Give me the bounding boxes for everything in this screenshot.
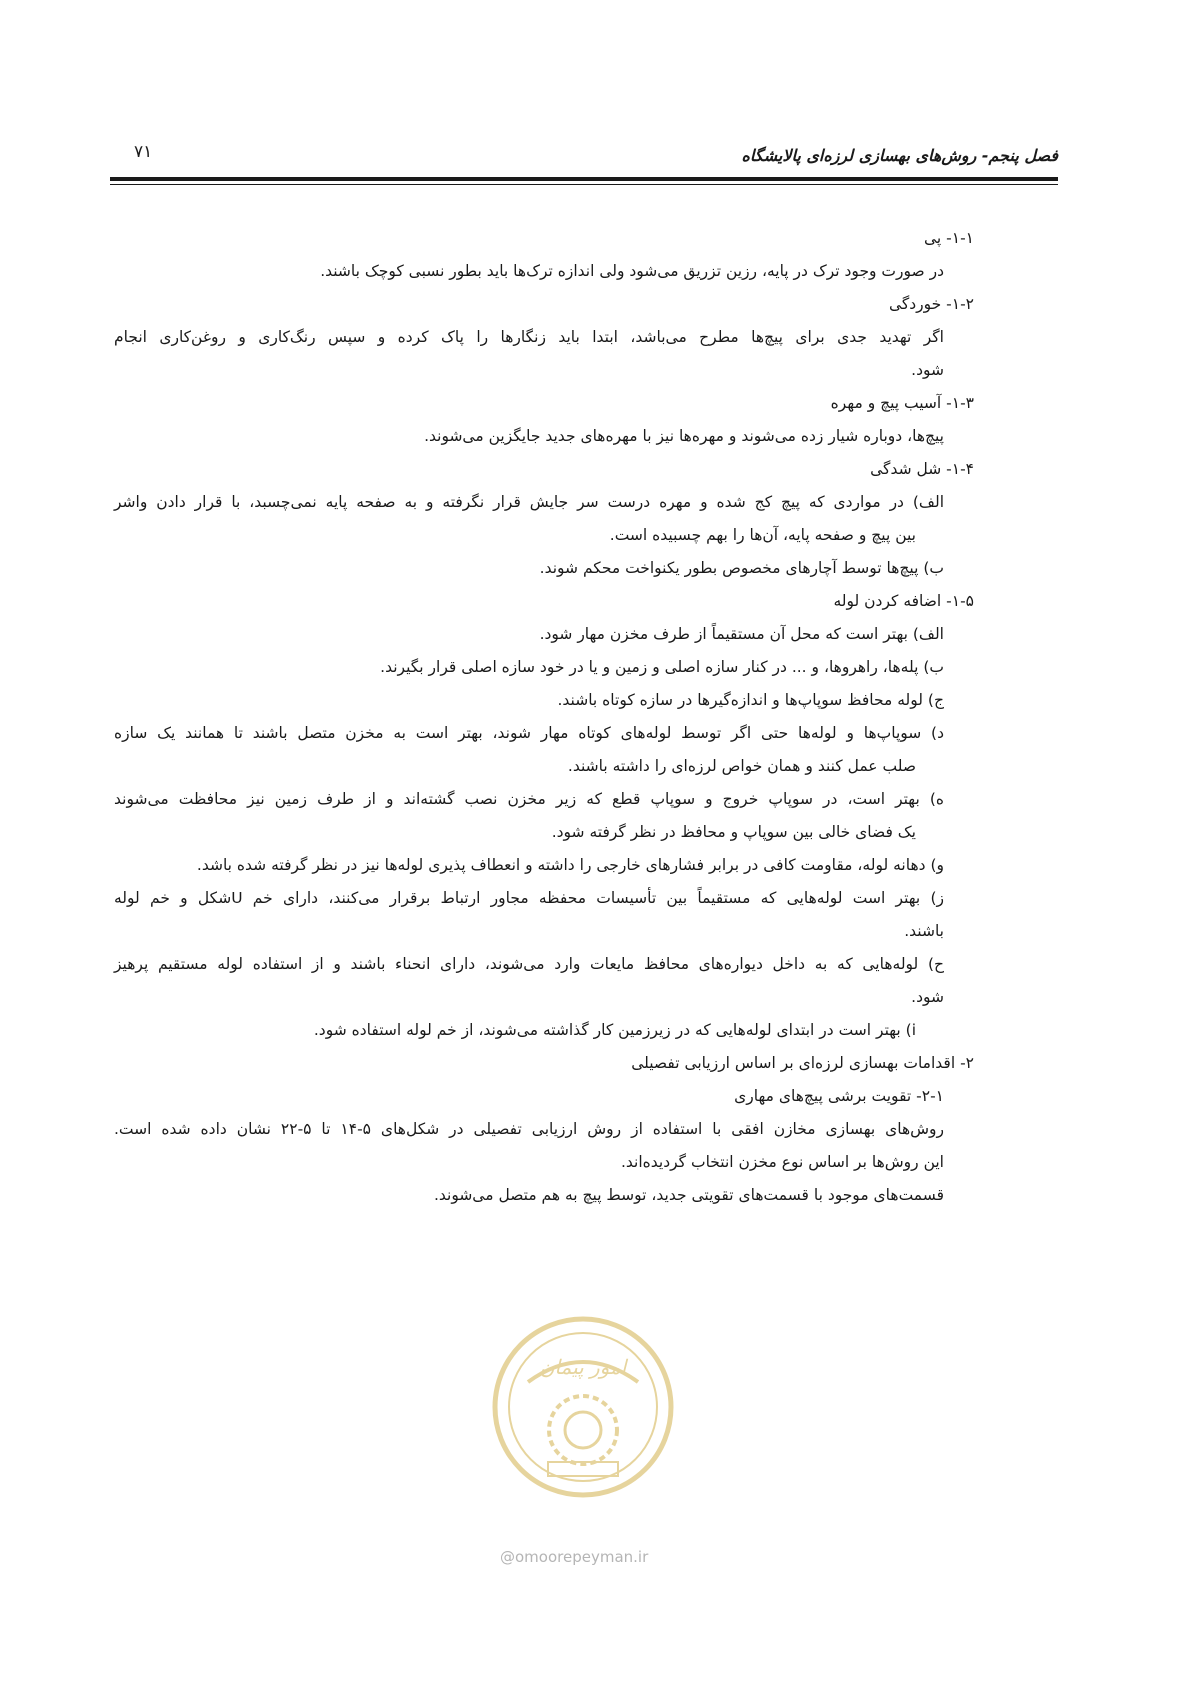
body-line: شود. <box>911 361 944 379</box>
body-line: پیچ‌ها، دوباره شیار زده می‌شوند و مهره‌ها نیز با مهره‌های جدید جایگزین می‌شوند. <box>424 427 944 445</box>
watermark-logo <box>488 1312 678 1502</box>
continuation-line: یک فضای خالی بین سوپاپ و محافظ در نظر گرفته شود. <box>551 823 916 841</box>
document-body <box>114 222 974 1212</box>
page-number: ۷۱ <box>134 142 153 162</box>
continuation-line: صلب عمل کنند و همان خواص لرزه‌ای را داشته باشند. <box>567 757 916 775</box>
body-line: در صورت وجود ترک در پایه، رزین تزریق می‌شود ولی اندازه ترک‌ها باید بطور نسبی کوچک باشند. <box>320 262 944 280</box>
body-line: و) دهانه لوله، مقاومت کافی در برابر فشارهای خارجی را داشته و انعطاف پذیری لوله‌ها نیز در نظر گرفته شده باشد. <box>196 856 944 874</box>
section-heading: ۱-۱- پی <box>923 229 974 247</box>
header-rule-thin <box>110 184 1058 185</box>
body-line: الف) بهتر است که محل آن مستقیماً از طرف مخزن مهار شود. <box>539 625 944 643</box>
continuation-line: i) بهتر است در ابتدای لوله‌هایی که در زیرزمین کار گذاشته می‌شوند، از خم لوله استفاده شود. <box>313 1021 916 1039</box>
watermark-url-text: omoorepeyman.ir <box>515 1548 649 1566</box>
body-line: ج) لوله محافظ سوپاپ‌ها و اندازه‌گیرها در سازه کوتاه باشند. <box>557 691 944 709</box>
section-heading: ۲- اقدامات بهسازی لرزه‌ای بر اساس ارزیابی تفصیلی <box>631 1054 974 1072</box>
body-line: د) سوپاپ‌ها و لوله‌ها حتی اگر توسط لوله‌های کوتاه مهار شوند، بهتر است به مخزن متصل باشند تا همانند یک سازه <box>114 724 944 742</box>
section-heading: ۱-۴- شل شدگی <box>870 460 974 478</box>
body-line: روش‌های بهسازی مخازن افقی با استفاده از روش ارزیابی تفصیلی در شکل‌های ۵-۱۴ تا ۵-۲۲ نشان داده شده است. <box>114 1120 945 1138</box>
section-heading: ۱-۲- خوردگی <box>888 295 974 313</box>
continuation-line: بین پیچ و صفحه پایه، آن‌ها را بهم چسبیده است. <box>609 526 916 544</box>
watermark-url <box>500 1548 648 1566</box>
body-line: ب) پله‌ها، راهروها، و ... در کنار سازه اصلی و زمین و یا در خود سازه اصلی قرار بگیرند. <box>380 658 944 676</box>
body-line: ب) پیچ‌ها توسط آچارهای مخصوص بطور یکنواخت محکم شوند. <box>539 559 944 577</box>
section-heading: ۱-۵- اضافه کردن لوله <box>833 592 974 610</box>
body-line: قسمت‌های موجود با قسمت‌های تقویتی جدید، توسط پیچ به هم متصل می‌شوند. <box>433 1186 944 1204</box>
header-rule-thick <box>110 177 1058 181</box>
at-sign-icon: @ <box>500 1548 515 1566</box>
page-header <box>110 138 1058 178</box>
body-line: ه) بهتر است، در سوپاپ خروج و سوپاپ قطع که زیر مخزن نصب گشته‌اند و از طرف زمین نیز محافظت می‌شوند <box>114 790 944 808</box>
body-line: الف) در مواردی که پیچ کج شده و مهره درست سر جایش قرار نگرفته و به صفحه پایه نمی‌چسبد، با قرار دادن واشر <box>114 493 944 511</box>
chapter-title: فصل پنجم- روش‌های بهسازی لرزه‌ای پالایشگاه <box>741 146 1058 165</box>
body-line: باشند. <box>904 922 944 940</box>
body-line: ح) لوله‌هایی که به داخل دیواره‌های محافظ مایعات وارد می‌شوند، دارای انحناء باشند و از استفاده لوله مستقیم پرهیز <box>114 955 944 973</box>
body-line: این روش‌ها بر اساس نوع مخزن انتخاب گردیده‌اند. <box>620 1153 944 1171</box>
body-line: ز) بهتر است لوله‌هایی که مستقیماً بین تأسیسات محفظه مجاور ارتباط برقرار می‌کنند، دارای خم Uشکل و خم لوله <box>114 889 944 907</box>
body-line: ۲-۱- تقویت برشی پیچ‌های مهاری <box>734 1087 944 1105</box>
body-line: اگر تهدید جدی برای پیچ‌ها مطرح می‌باشد، ابتدا باید زنگارها را پاک کرده و سپس رنگ‌کاری و روغن‌کاری انجام <box>114 328 944 346</box>
body-line: شود. <box>911 988 944 1006</box>
section-heading: ۱-۳- آسیب پیچ و مهره <box>830 394 974 412</box>
watermark-logo-text: امور پیمان <box>539 1355 627 1379</box>
